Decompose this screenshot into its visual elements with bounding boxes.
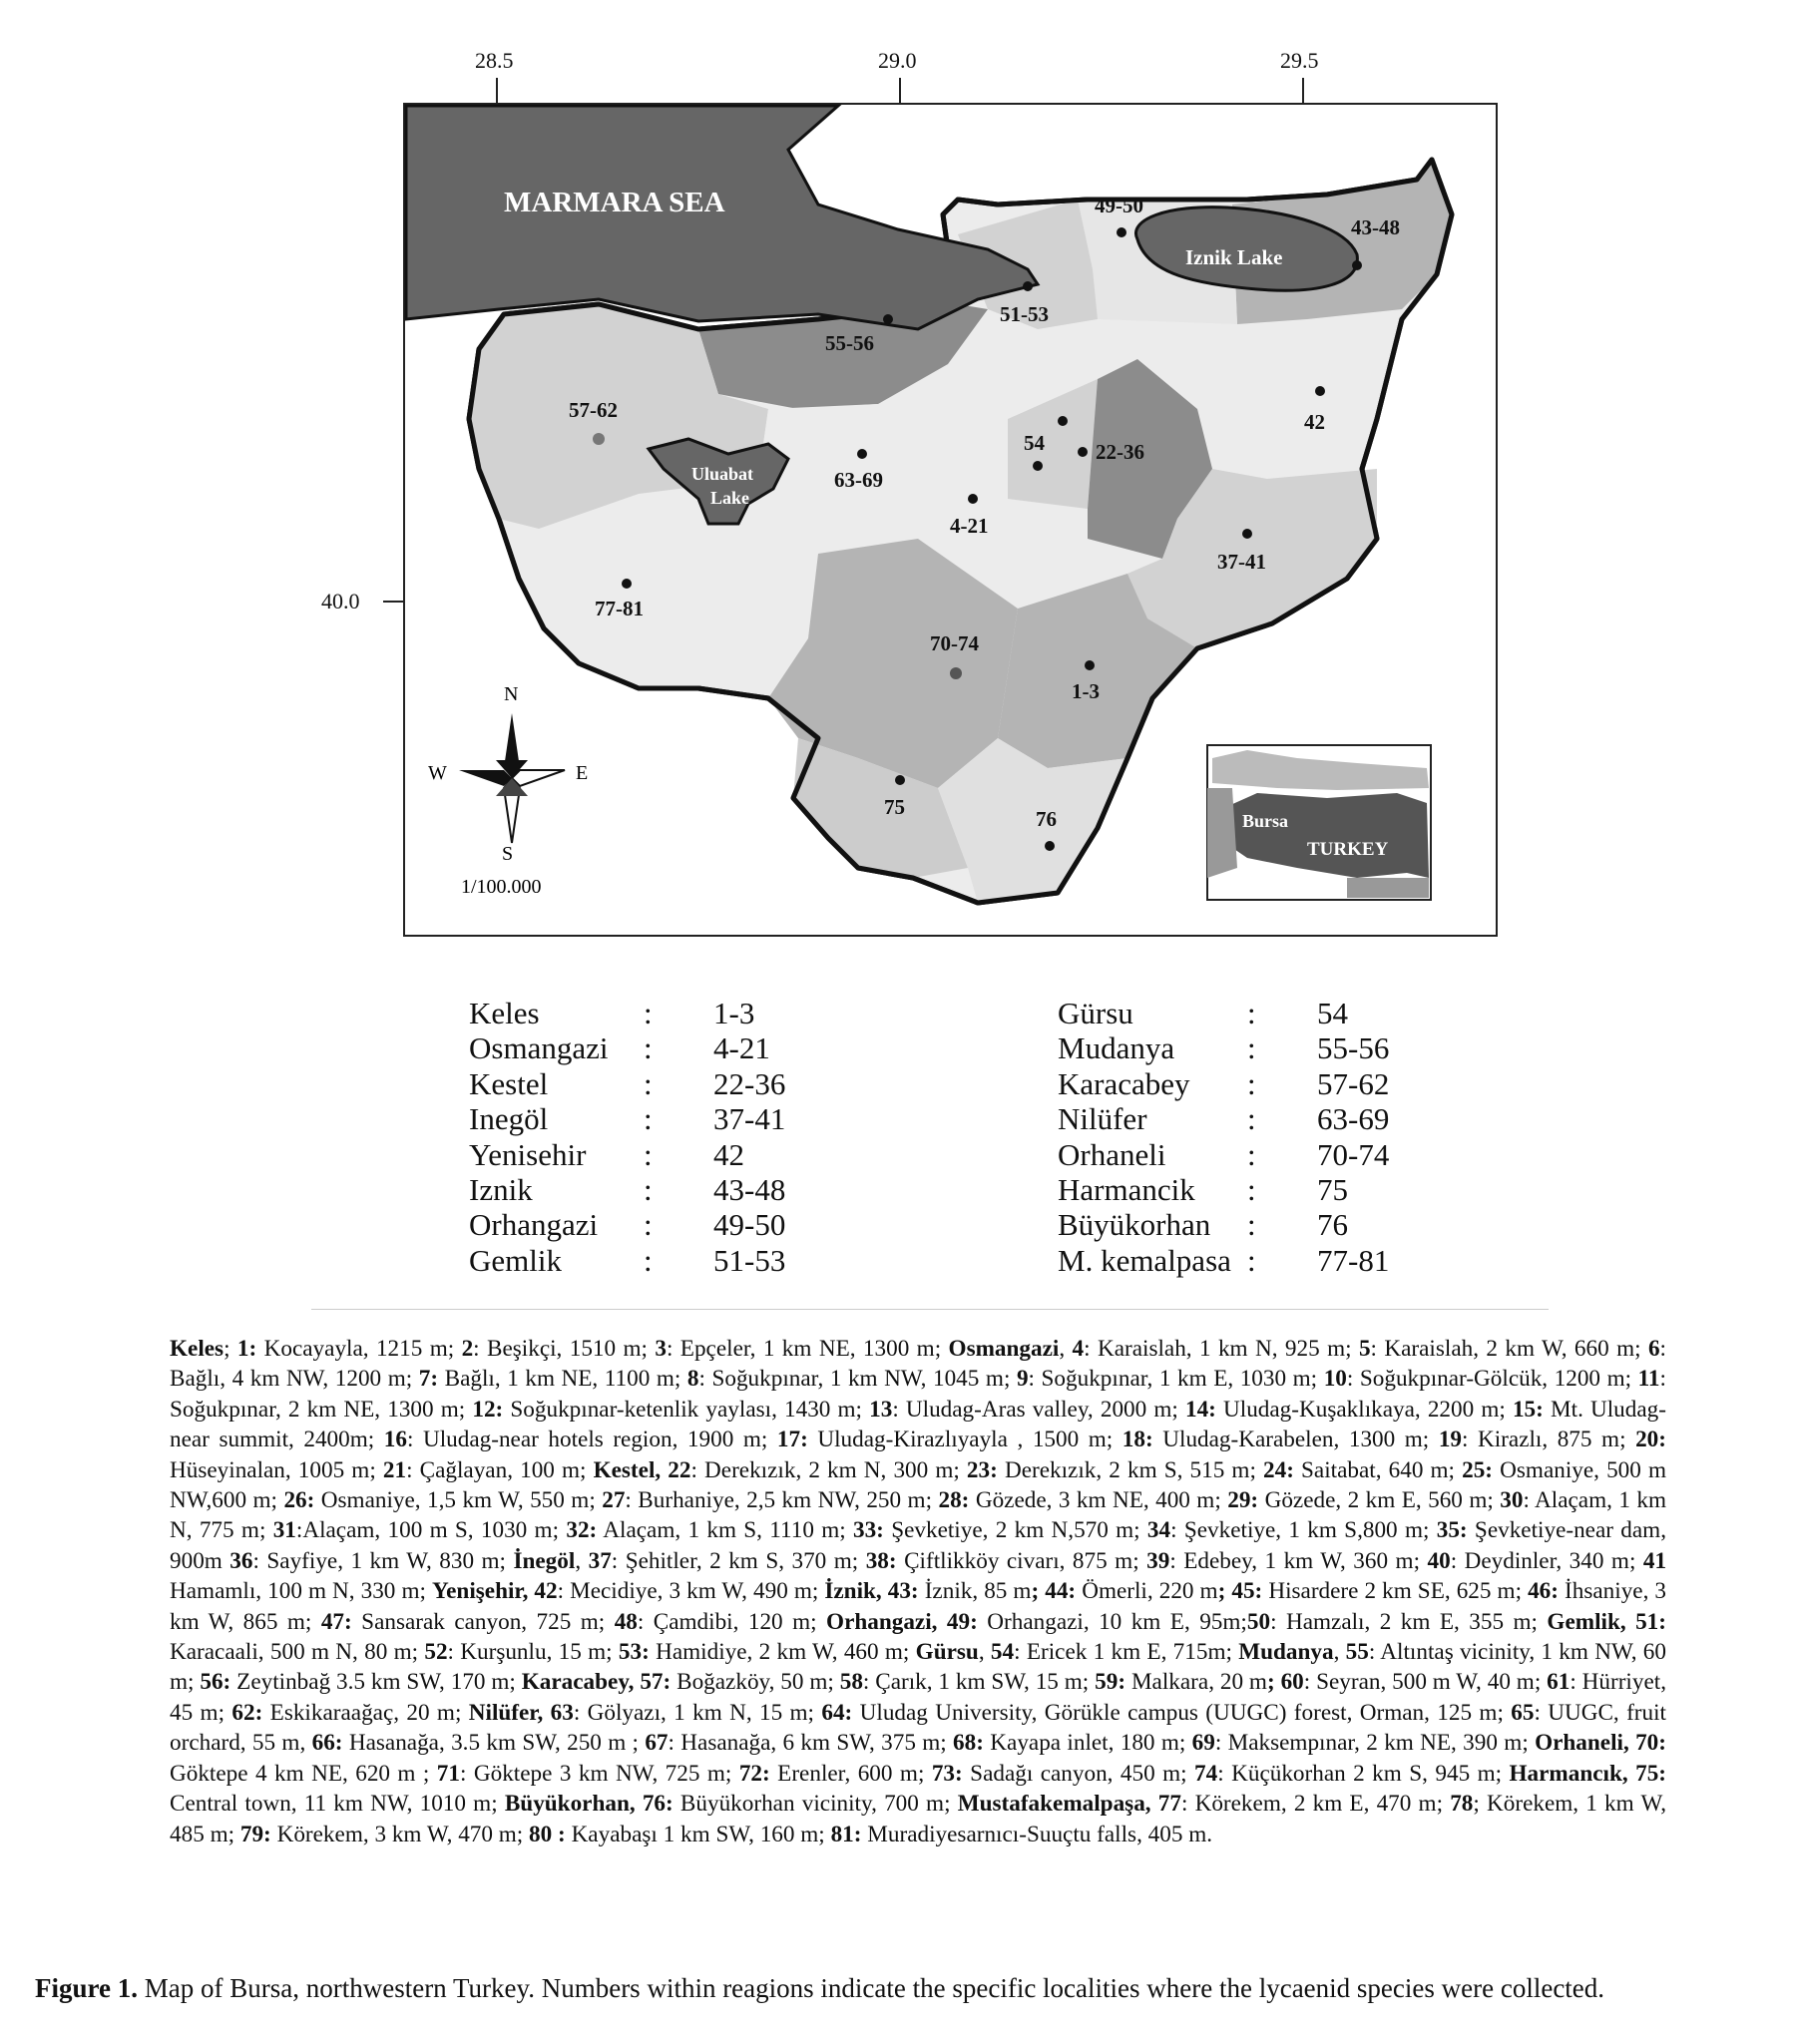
locality-key: 30 — [1500, 1487, 1524, 1514]
locality-text: Central town, 11 km NW, 1010 m; — [170, 1791, 505, 1818]
legend-district: Gemlik — [469, 1242, 562, 1278]
locality-key: 38: — [865, 1547, 897, 1574]
locality-key: 32: — [566, 1517, 598, 1544]
locality-text: Uludag-Kirazlıyayla , 1500 m; — [807, 1427, 1122, 1453]
legend-range: 57-62 — [1317, 1065, 1390, 1101]
locality-key: 81: — [830, 1821, 862, 1847]
locality-key: 20: — [1635, 1427, 1666, 1453]
locality-text: : Altıntaş vicinity, 1 km NW, 60 m; — [170, 1639, 1666, 1696]
locality-key: 10 — [1323, 1366, 1347, 1393]
lon-tick-29-5: 29.5 — [1280, 48, 1319, 73]
locality-key: 19 — [1438, 1427, 1462, 1453]
locality-text: Boğazköy, 50 m; — [671, 1669, 840, 1696]
locality-key: 23: — [966, 1456, 998, 1483]
locality-text: Muradiyesarnıcı-Suuçtu falls, 405 m. — [861, 1821, 1213, 1847]
legend-range: 37-41 — [713, 1101, 786, 1137]
legend-district: Karacabey — [1058, 1065, 1190, 1101]
locality-key: 66: — [311, 1730, 343, 1757]
marmara-sea-label: MARMARA SEA — [504, 187, 725, 218]
locality-text: Körekem, 3 km W, 470 m; — [270, 1821, 530, 1847]
legend-row — [1058, 1066, 1389, 1101]
inset-turkey-label: TURKEY — [1307, 839, 1389, 860]
locality-text: İhsaniye, 3 km W, 865 m; — [170, 1578, 1667, 1635]
locality-text: Malkara, 20 m — [1125, 1669, 1267, 1696]
locality-key: 9 — [1016, 1366, 1029, 1393]
locality-key: 65 — [1511, 1699, 1535, 1726]
legend-row — [1058, 1172, 1389, 1207]
locality-key: 79: — [239, 1821, 271, 1847]
locality-text: Karacaali, 500 m N, 80 m; — [170, 1639, 425, 1666]
locality-label-43-48: 43-48 — [1351, 215, 1400, 239]
uluabat-lake-label-2: Lake — [710, 488, 750, 508]
legend-range: 63-69 — [1317, 1101, 1390, 1137]
figure-label: Figure 1. — [35, 1973, 138, 2003]
locality-label-55-56: 55-56 — [825, 331, 874, 355]
locality-text: : Hasanağa, 6 km SW, 375 m; — [668, 1730, 954, 1757]
locality-text: : Deydinler, 340 m; — [1450, 1547, 1643, 1574]
locality-key: 47: — [320, 1608, 352, 1635]
legend-row — [469, 1207, 785, 1242]
legend-row — [469, 1243, 785, 1278]
legend-row — [1058, 996, 1389, 1030]
locality-key: 74 — [1194, 1760, 1218, 1787]
locality-key: 15: — [1512, 1396, 1544, 1423]
locality-key: Keles — [170, 1336, 224, 1362]
legend-row — [1058, 1101, 1389, 1136]
locality-key: 48 — [614, 1608, 638, 1635]
locality-key: 26: — [283, 1487, 315, 1514]
caption-text: Map of Bursa, northwestern Turkey. Numbers within reagions indicate the specific localities where the lycaenid species were collected. — [138, 1973, 1605, 2003]
locality-key: 29: — [1227, 1487, 1259, 1514]
iznik-lake-label: Iznik Lake — [1185, 245, 1283, 269]
legend-row — [1058, 1207, 1389, 1242]
legend-row — [1058, 1030, 1389, 1065]
locality-key: 68: — [953, 1730, 984, 1757]
locality-text: : Göktepe 3 km NW, 725 m; — [459, 1760, 739, 1787]
locality-text: Saitabat, 640 m; — [1293, 1456, 1463, 1483]
locality-text: Kayapa inlet, 180 m; — [983, 1730, 1192, 1757]
legend-sep: : — [644, 1030, 653, 1066]
legend-district: Osmangazi — [469, 1030, 609, 1066]
locality-text: Kocayayla, 1215 m; — [256, 1336, 462, 1362]
locality-key: Orhaneli, 70: — [1535, 1730, 1666, 1757]
locality-key: 54 — [990, 1639, 1015, 1666]
locality-label-49-50: 49-50 — [1095, 194, 1143, 217]
locality-key: 5 — [1358, 1336, 1371, 1362]
locality-key: 50 — [1246, 1608, 1271, 1635]
locality-key: Yenişehir, 42 — [431, 1578, 558, 1605]
legend-row — [469, 1172, 785, 1207]
locality-key: 2 — [461, 1336, 474, 1362]
legend-district: M. kemalpasa — [1058, 1242, 1231, 1278]
map-scale: 1/100.000 — [461, 876, 542, 898]
locality-key: ; 44: — [1031, 1578, 1077, 1605]
legend-row — [1058, 1137, 1389, 1172]
locality-key: ; 45: — [1217, 1578, 1263, 1605]
locality-key: 1: — [236, 1336, 257, 1362]
locality-text: : Seyran, 500 m W, 40 m; — [1303, 1669, 1548, 1696]
legend-district: Nilüfer — [1058, 1101, 1147, 1137]
legend-row — [469, 1101, 785, 1136]
locality-text: : Karaislah, 2 km W, 660 m; — [1370, 1336, 1648, 1362]
uluabat-lake-label-1: Uluabat — [691, 464, 754, 484]
locality-text: Ömerli, 220 m — [1076, 1578, 1218, 1605]
locality-text: : Soğukpınar-Gölcük, 1200 m; — [1346, 1366, 1638, 1393]
compass-n: N — [504, 683, 519, 705]
locality-text: Çiftlikköy civarı, 875 m; — [896, 1547, 1147, 1574]
legend-sep: : — [644, 1136, 653, 1172]
locality-key: 58 — [839, 1669, 863, 1696]
locality-key: 72: — [738, 1760, 770, 1787]
locality-label-75: 75 — [884, 795, 905, 819]
locality-text: Büyükorhan vicinity, 700 m; — [673, 1791, 958, 1818]
legend-left — [469, 996, 785, 1278]
locality-key: 36 — [229, 1547, 253, 1574]
locality-key: 67 — [645, 1730, 669, 1757]
locality-text: Hamidiye, 2 km W, 460 m; — [649, 1639, 916, 1666]
locality-key: Karacabey, 57: — [521, 1669, 672, 1696]
locality-key: 8 — [686, 1366, 699, 1393]
locality-text: : Derekızık, 2 km N, 300 m; — [690, 1456, 967, 1483]
locality-text: Hamamlı, 100 m N, 330 m; — [170, 1578, 432, 1605]
legend-row — [1058, 1243, 1389, 1278]
locality-key: 11 — [1637, 1366, 1660, 1393]
legend-sep: : — [1247, 1242, 1256, 1278]
inset-bursa-label: Bursa — [1242, 811, 1289, 831]
locality-text: : Şehitler, 2 km S, 370 m; — [611, 1547, 866, 1574]
locality-text: : Soğukpınar, 1 km NW, 1045 m; — [698, 1366, 1017, 1393]
locality-text: Soğukpınar-ketenlik yaylası, 1430 m; — [503, 1396, 870, 1423]
locality-text: İznik, 85 m — [918, 1578, 1032, 1605]
locality-text: : Çamdibi, 120 m; — [637, 1608, 827, 1635]
locality-key: Nilüfer, 63 — [468, 1699, 574, 1726]
locality-key: 80 : — [529, 1821, 566, 1847]
locality-text: : Soğukpınar, 2 km NE, 1300 m; — [170, 1366, 1666, 1423]
legend-sep: : — [644, 1242, 653, 1278]
locality-key: 73: — [931, 1760, 963, 1787]
locality-key: Harmancık, 75: — [1509, 1760, 1667, 1787]
locality-text: : Küçükorhan 2 km S, 945 m; — [1217, 1760, 1510, 1787]
locality-key: Mustafakemalpaşa, 77 — [957, 1791, 1181, 1818]
locality-key: 46: — [1528, 1578, 1559, 1605]
locality-text: Orhangazi, 10 km E, 95m; — [977, 1608, 1247, 1635]
legend-district: Inegöl — [469, 1101, 549, 1137]
locality-text: Hasanağa, 3.5 km SW, 250 m ; — [342, 1730, 646, 1757]
lon-tick-28-5: 28.5 — [475, 48, 514, 73]
legend-sep: : — [1247, 1207, 1256, 1243]
locality-text: : Gölyazı, 1 km N, 15 m; — [573, 1699, 822, 1726]
legend-row — [469, 1066, 785, 1101]
locality-key: 59: — [1095, 1669, 1126, 1696]
legend-row — [469, 1030, 785, 1065]
locality-key: 24: — [1263, 1456, 1294, 1483]
legend-sep: : — [1247, 1136, 1256, 1172]
locality-key: 71 — [436, 1760, 460, 1787]
locality-label-77-81: 77-81 — [595, 597, 644, 620]
locality-label-57-62: 57-62 — [569, 398, 618, 422]
legend-range: 75 — [1317, 1172, 1348, 1208]
locality-key: Büyükorhan, 76: — [504, 1791, 674, 1818]
bursa-map — [0, 0, 1796, 958]
locality-label-42: 42 — [1304, 410, 1325, 434]
locality-text: : Çağlayan, 100 m; — [406, 1456, 594, 1483]
locality-text: : Ericek 1 km E, 715m; — [1014, 1639, 1239, 1666]
legend-range: 51-53 — [713, 1242, 786, 1278]
locality-label-76: 76 — [1036, 807, 1057, 831]
locality-text: Erenler, 600 m; — [769, 1760, 932, 1787]
locality-key: Gürsu — [915, 1639, 979, 1666]
compass-s: S — [502, 843, 514, 865]
legend-range: 55-56 — [1317, 1030, 1390, 1066]
locality-text: ; — [224, 1336, 237, 1362]
locality-key: 31 — [272, 1517, 296, 1544]
compass-w: W — [428, 762, 447, 784]
locality-text: Kayabaşı 1 km SW, 160 m; — [565, 1821, 831, 1847]
locality-text: : Maksempınar, 2 km NE, 390 m; — [1214, 1730, 1536, 1757]
locality-key: Osmangazi — [948, 1336, 1060, 1362]
legend-district: Gürsu — [1058, 996, 1133, 1030]
locality-text: : Körekem, 2 km E, 470 m; — [1180, 1791, 1451, 1818]
locality-key: 16 — [383, 1427, 407, 1453]
locality-text: Bağlı, 1 km NE, 1100 m; — [438, 1366, 687, 1393]
legend-range: 54 — [1317, 996, 1348, 1030]
locality-text: : Şevketiye, 1 km S,800 m; — [1170, 1517, 1437, 1544]
locality-text: ; Körekem, 1 km W, 485 m; — [170, 1791, 1666, 1847]
locality-text: : Edebey, 1 km W, 360 m; — [1169, 1547, 1428, 1574]
locality-text: Mt. Uludag-near summit, 2400m; — [170, 1396, 1666, 1453]
legend-range: 22-36 — [713, 1065, 786, 1101]
legend-range: 4-21 — [713, 1030, 770, 1066]
locality-text: Alaçam, 1 km S, 1110 m; — [597, 1517, 853, 1544]
locality-key: 78 — [1450, 1791, 1474, 1818]
locality-key: 6 — [1647, 1336, 1660, 1362]
locality-text: : Hamzalı, 2 km E, 355 m; — [1270, 1608, 1548, 1635]
locality-key: Kestel, 22 — [593, 1456, 691, 1483]
locality-text: , — [1059, 1336, 1073, 1362]
locality-text: : Kirazlı, 875 m; — [1462, 1427, 1636, 1453]
locality-label-70-74: 70-74 — [930, 631, 979, 655]
legend-right — [1058, 996, 1389, 1278]
legend-district: Orhangazi — [469, 1207, 599, 1243]
locality-text: Derekızık, 2 km S, 515 m; — [997, 1456, 1263, 1483]
locality-key: 52 — [424, 1639, 448, 1666]
legend-sep: : — [1247, 996, 1256, 1030]
locality-key: 33: — [852, 1517, 884, 1544]
locality-text: : Mecidiye, 3 km W, 490 m; — [557, 1578, 825, 1605]
locality-label-4-21: 4-21 — [950, 514, 989, 538]
locality-text: Sadağı canyon, 450 m; — [962, 1760, 1195, 1787]
legend-sep: : — [1247, 1101, 1256, 1137]
legend-range: 77-81 — [1317, 1242, 1390, 1278]
locality-text: : Karaislah, 1 km N, 925 m; — [1084, 1336, 1359, 1362]
locality-key: 40 — [1427, 1547, 1451, 1574]
legend-sep: : — [644, 996, 653, 1030]
figure-caption — [35, 1973, 1781, 2004]
locality-text: : Sayfiye, 1 km W, 830 m; — [252, 1547, 514, 1574]
legend-row — [469, 996, 785, 1030]
locality-text: Osmaniye, 1,5 km W, 550 m; — [314, 1487, 603, 1514]
locality-key: 62: — [231, 1699, 263, 1726]
locality-label-37-41: 37-41 — [1217, 550, 1266, 574]
legend-range: 1-3 — [713, 996, 755, 1030]
locality-key: 56: — [200, 1669, 231, 1696]
locality-key: 69 — [1191, 1730, 1215, 1757]
locality-key: Orhangazi, 49: — [826, 1608, 978, 1635]
locality-key: 53: — [618, 1639, 650, 1666]
locality-key: Mudanya — [1238, 1639, 1334, 1666]
legend-range: 42 — [713, 1136, 744, 1172]
locality-label-54: 54 — [1024, 431, 1045, 455]
locality-key: İznik, 43: — [824, 1578, 919, 1605]
locality-text: : Epçeler, 1 km NE, 1300 m; — [666, 1336, 949, 1362]
locality-key: 25: — [1462, 1456, 1494, 1483]
locality-key: 61 — [1547, 1669, 1571, 1696]
locality-text: Hisardere 2 km SE, 625 m; — [1262, 1578, 1529, 1605]
divider-rule — [311, 1309, 1549, 1310]
locality-text: Sansarak canyon, 725 m; — [351, 1608, 615, 1635]
locality-label-1-3: 1-3 — [1072, 679, 1100, 703]
locality-key: 18: — [1122, 1427, 1153, 1453]
locality-key: 7: — [418, 1366, 439, 1393]
legend-sep: : — [644, 1207, 653, 1243]
legend-district: Mudanya — [1058, 1030, 1175, 1066]
locality-key: 4 — [1072, 1336, 1085, 1362]
locality-key: 27 — [602, 1487, 626, 1514]
legend-range: 43-48 — [713, 1172, 786, 1208]
locality-text: : Uludag-Aras valley, 2000 m; — [892, 1396, 1185, 1423]
locality-key: 13 — [869, 1396, 893, 1423]
legend-district: Yenisehir — [469, 1136, 587, 1172]
legend-sep: : — [1247, 1065, 1256, 1101]
locality-key: 34 — [1146, 1517, 1171, 1544]
legend-district: Orhaneli — [1058, 1136, 1166, 1172]
legend-range: 70-74 — [1317, 1136, 1390, 1172]
locality-key: 55 — [1345, 1639, 1369, 1666]
inset-turkey-map — [1207, 745, 1431, 900]
locality-key: 37 — [588, 1547, 612, 1574]
locality-key: 21 — [382, 1456, 407, 1483]
legend-district: Büyükorhan — [1058, 1207, 1211, 1243]
lat-tick-40-0: 40.0 — [321, 589, 360, 613]
lon-tick-29-0: 29.0 — [878, 48, 917, 73]
locality-text: : Çarık, 1 km SW, 15 m; — [862, 1669, 1096, 1696]
legend-district: Iznik — [469, 1172, 533, 1208]
legend-district: Kestel — [469, 1065, 549, 1101]
locality-label-51-53: 51-53 — [1000, 302, 1049, 326]
legend-range: 76 — [1317, 1207, 1348, 1243]
locality-key: 28: — [938, 1487, 970, 1514]
locality-text: : UUGC, fruit orchard, 55 m, — [170, 1699, 1667, 1757]
locality-text: : Soğukpınar, 1 km E, 1030 m; — [1028, 1366, 1324, 1393]
locality-text: Hüseyinalan, 1005 m; — [170, 1456, 383, 1483]
locality-text: Gözede, 3 km NE, 400 m; — [969, 1487, 1228, 1514]
locality-text: , — [1333, 1639, 1346, 1666]
locality-text: Eskikaraağaç, 20 m; — [262, 1699, 469, 1726]
compass-e: E — [576, 762, 589, 784]
locality-key: 39 — [1146, 1547, 1170, 1574]
locality-text: : Beşikçi, 1510 m; — [473, 1336, 656, 1362]
locality-text: Göktepe 4 km NE, 620 m ; — [170, 1760, 437, 1787]
legend-sep: : — [644, 1172, 653, 1208]
locality-key: 3 — [655, 1336, 667, 1362]
locality-text: : Uludag-near hotels region, 1900 m; — [406, 1427, 777, 1453]
locality-text: : Kurşunlu, 15 m; — [447, 1639, 619, 1666]
locality-key: 14: — [1184, 1396, 1216, 1423]
legend-sep: : — [644, 1101, 653, 1137]
locality-text: , — [978, 1639, 991, 1666]
locality-text: Gözede, 2 km E, 560 m; — [1258, 1487, 1501, 1514]
locality-text: : Hürriyet, 45 m; — [170, 1669, 1666, 1726]
legend-sep: : — [1247, 1030, 1256, 1066]
locality-text: :Alaçam, 100 m S, 1030 m; — [295, 1517, 567, 1544]
locality-text: Şevketiye-near dam, 900m — [170, 1517, 1667, 1574]
localities-paragraph — [170, 1334, 1666, 1849]
locality-text: : Bağlı, 4 km NW, 1200 m; — [170, 1336, 1666, 1393]
legend-sep: : — [644, 1065, 653, 1101]
locality-key: 64: — [821, 1699, 853, 1726]
locality-text: Osmaniye, 500 m NW,600 m; — [170, 1456, 1666, 1514]
locality-key: 17: — [776, 1427, 808, 1453]
locality-text: Şevketiye, 2 km N,570 m; — [883, 1517, 1147, 1544]
locality-key: İnegöl — [513, 1547, 576, 1574]
locality-label-63-69: 63-69 — [834, 468, 883, 492]
locality-text: Uludag University, Görükle campus (UUGC) forest, Orman, 125 m; — [852, 1699, 1512, 1726]
legend-row — [469, 1137, 785, 1172]
locality-key: 41 — [1642, 1547, 1667, 1574]
legend-range: 49-50 — [713, 1207, 786, 1243]
locality-text: Uludag-Kuşaklıkaya, 2200 m; — [1215, 1396, 1513, 1423]
locality-key: 35: — [1436, 1517, 1468, 1544]
legend-sep: : — [1247, 1172, 1256, 1208]
locality-text: Uludag-Karabelen, 1300 m; — [1152, 1427, 1439, 1453]
locality-key: ; 60 — [1266, 1669, 1304, 1696]
legend-district: Harmancik — [1058, 1172, 1195, 1208]
locality-text: Zeytinbağ 3.5 km SW, 170 m; — [230, 1669, 522, 1696]
locality-key: Gemlik, 51: — [1547, 1608, 1666, 1635]
locality-key: 12: — [472, 1396, 504, 1423]
locality-text: , — [575, 1547, 589, 1574]
locality-text: : Burhaniye, 2,5 km NW, 250 m; — [625, 1487, 939, 1514]
legend-district: Keles — [469, 996, 540, 1030]
locality-text: : Alaçam, 1 km N, 775 m; — [170, 1487, 1667, 1544]
locality-label-22-36: 22-36 — [1096, 440, 1144, 464]
